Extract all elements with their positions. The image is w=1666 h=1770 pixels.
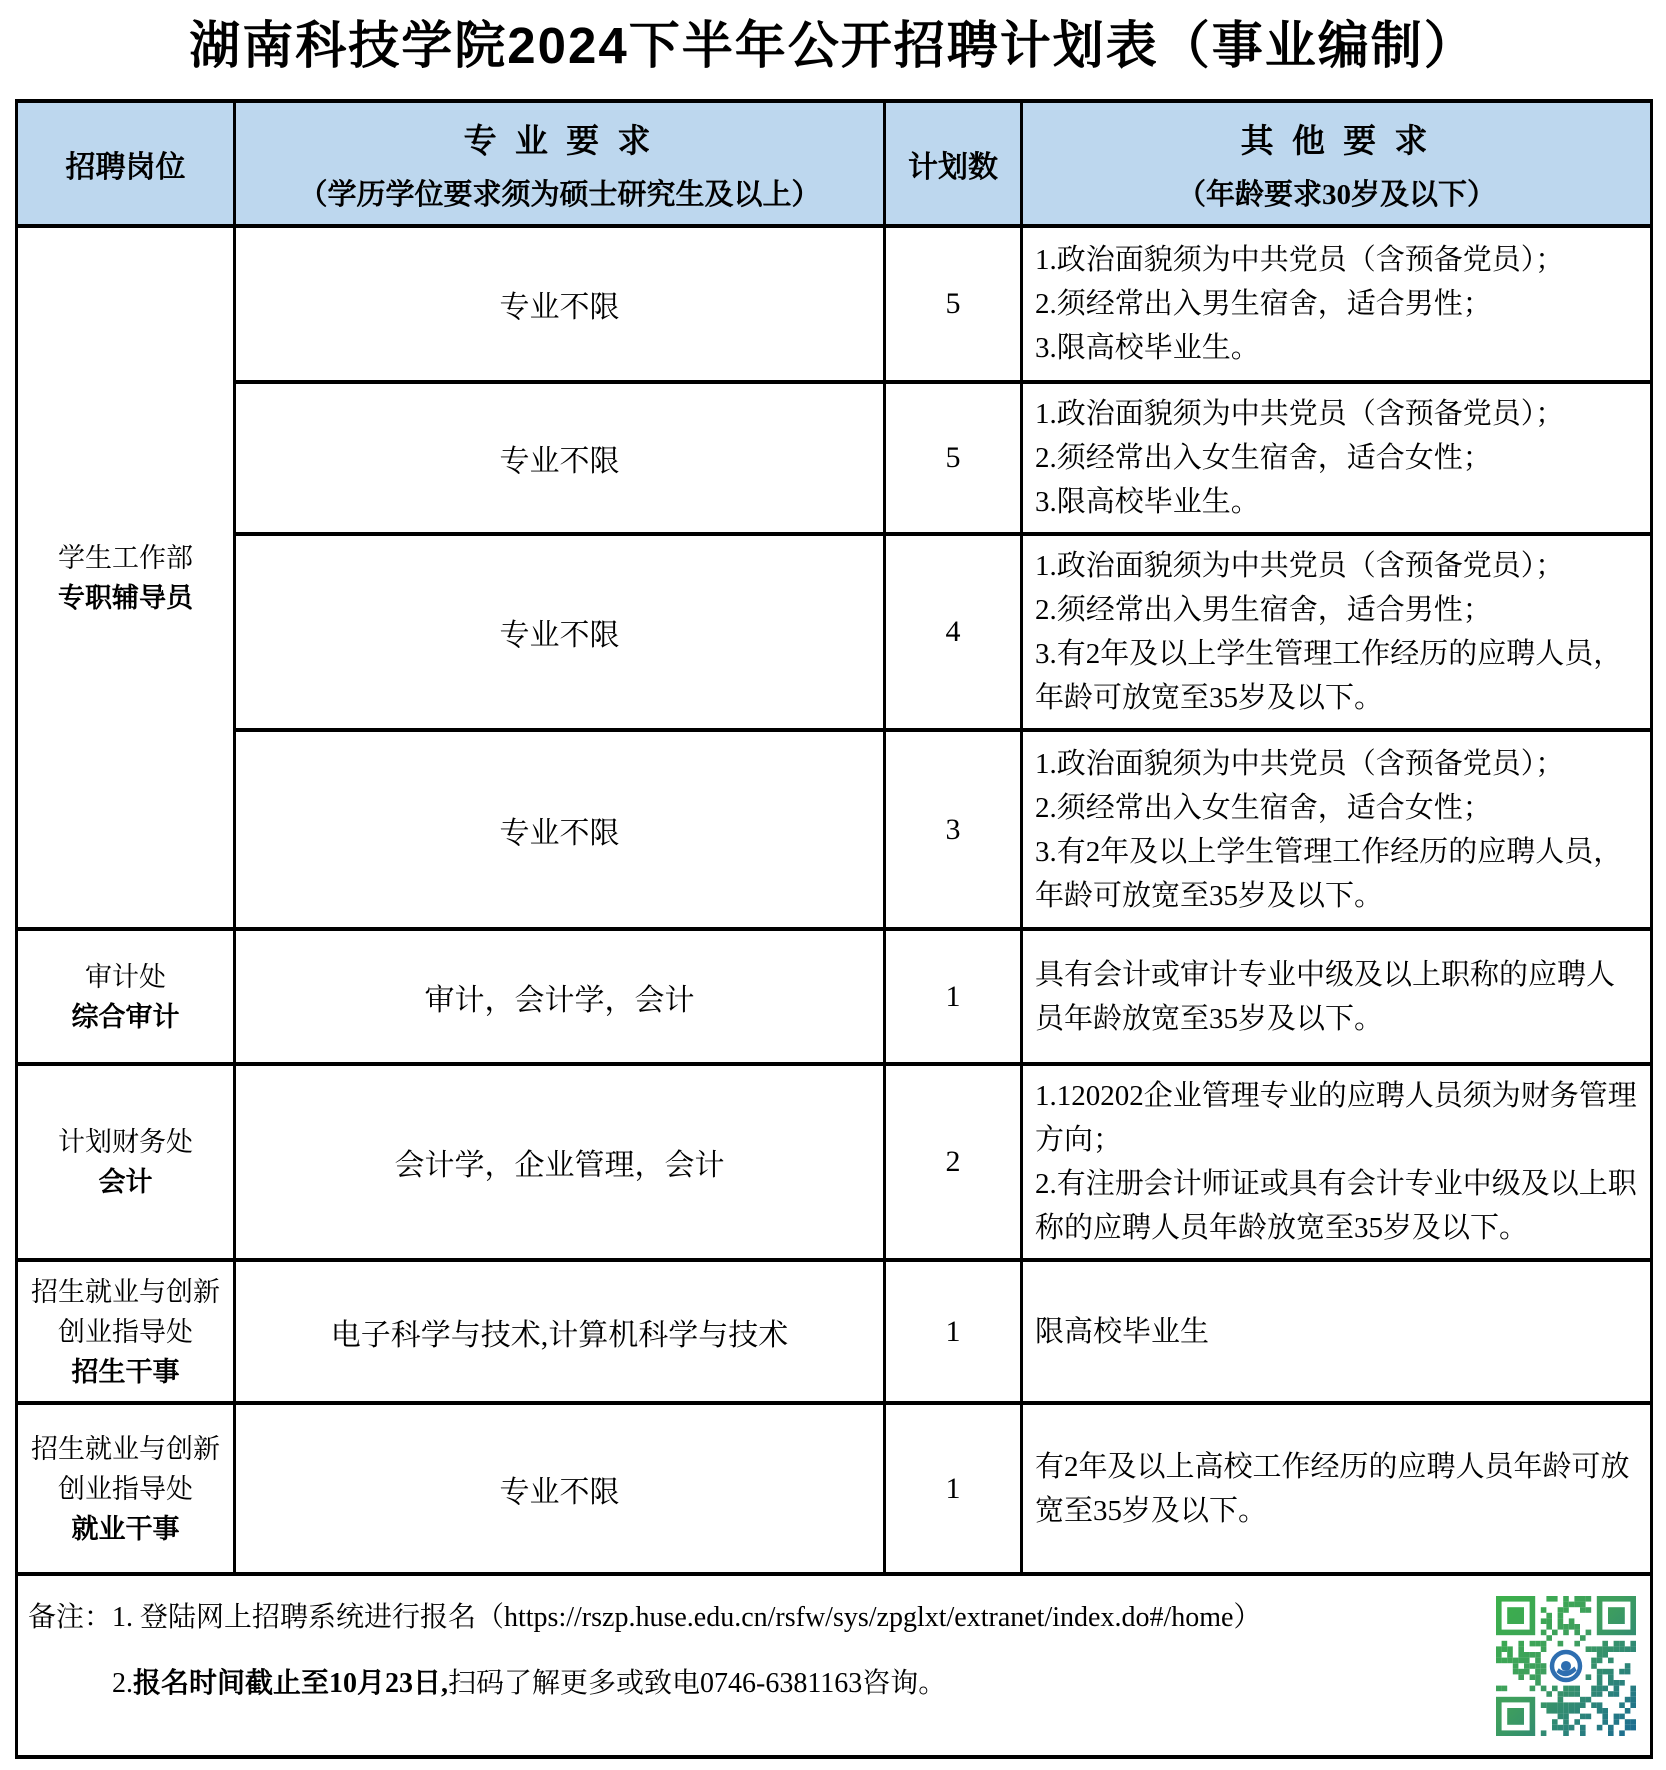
dept-name: 创业指导处 [58, 1316, 193, 1347]
requirement-line: 1.120202企业管理专业的应聘人员须为财务管理方向； [1035, 1080, 1637, 1156]
table-row [17, 534, 1652, 730]
notes-cell [17, 1574, 1652, 1757]
header-major [235, 101, 885, 226]
position-cell [17, 1403, 235, 1574]
note-2-number: 2. [112, 1668, 133, 1699]
note-2-deadline: 报名时间截止至10月23日, [133, 1668, 449, 1699]
header-other [1022, 101, 1652, 226]
post-name: 就业干事 [71, 1513, 180, 1544]
note-2-rest: 扫码了解更多或致电0746-6381163咨询。 [448, 1668, 947, 1699]
count-cell: 2 [885, 1064, 1022, 1260]
page-title: 湖南科技学院2024下半年公开招聘计划表（事业编制） [189, 17, 1477, 74]
notes-row [17, 1574, 1652, 1757]
table-row [17, 929, 1652, 1064]
post-name: 综合审计 [71, 1001, 180, 1032]
major-cell: 会计学，企业管理，会计 [235, 1064, 885, 1260]
post-name: 专职辅导员 [58, 582, 193, 613]
requirement-line: 2.须经常出入女生宿舍，适合女性； [1035, 442, 1492, 474]
dept-name: 招生就业与创新 [31, 1276, 220, 1307]
count-cell: 3 [885, 730, 1022, 929]
major-cell: 专业不限 [235, 1403, 885, 1574]
major-cell: 专业不限 [235, 730, 885, 929]
table-row [17, 1064, 1652, 1260]
other-cell [1022, 929, 1652, 1064]
header-position-label: 招聘岗位 [65, 150, 186, 184]
dept-name: 审计处 [85, 961, 166, 992]
note-line-1: 备注：1. 登陆网上招聘系统进行报名（https://rszp.huse.edu.cn/rsfw/sys/zpglxt/extranet/index.do#/home） [28, 1602, 1262, 1633]
major-cell: 电子科学与技术,计算机科学与技术 [235, 1260, 885, 1403]
major-cell: 审计，会计学，会计 [235, 929, 885, 1064]
position-cell [17, 929, 235, 1064]
count-cell: 1 [885, 1260, 1022, 1403]
requirement-line: 2.须经常出入男生宿舍，适合男性； [1035, 594, 1492, 626]
major-cell: 专业不限 [235, 534, 885, 730]
count-cell: 5 [885, 226, 1022, 382]
header-count-label: 计划数 [908, 150, 998, 184]
dept-name: 计划财务处 [58, 1127, 193, 1157]
table-row [17, 382, 1652, 534]
dept-name: 学生工作部 [58, 542, 193, 573]
major-cell: 专业不限 [235, 226, 885, 382]
dept-name: 创业指导处 [58, 1473, 193, 1504]
count-cell: 5 [885, 382, 1022, 534]
requirement-line: 2.须经常出入男生宿舍，适合男性； [1035, 288, 1492, 320]
table-row [17, 1260, 1652, 1403]
requirement-line: 1.政治面貌须为中共党员（含预备党员）； [1035, 747, 1565, 780]
header-major-title: 专 业 要 求 [463, 123, 656, 160]
recruitment-table [15, 99, 1653, 1759]
table-row [17, 730, 1652, 929]
header-row [17, 101, 1652, 226]
other-cell [1022, 226, 1652, 382]
note-line-2 [28, 1664, 1480, 1704]
dept-name: 招生就业与创新 [31, 1433, 220, 1464]
other-cell [1022, 1403, 1652, 1574]
table-row [17, 1403, 1652, 1574]
post-name: 会计 [98, 1167, 153, 1197]
count-cell: 4 [885, 534, 1022, 730]
post-name: 招生干事 [71, 1356, 180, 1387]
requirement-line: 3.有2年及以上学生管理工作经历的应聘人员，年龄可放宽至35岁及以下。 [1035, 835, 1623, 912]
header-major-subtitle: （学历学位要求须为硕士研究生及以上） [298, 178, 821, 211]
other-cell [1022, 382, 1652, 534]
other-cell [1022, 1260, 1652, 1403]
position-cell [17, 1064, 235, 1260]
header-other-title: 其 他 要 求 [1240, 123, 1433, 160]
position-cell [17, 226, 235, 929]
header-other-subtitle: （年龄要求30岁及以下） [1176, 178, 1496, 211]
requirement-line: 具有会计或审计专业中级及以上职称的应聘人员年龄放宽至35岁及以下。 [1035, 958, 1616, 1035]
requirement-line: 有2年及以上高校工作经历的应聘人员年龄可放宽至35岁及以下。 [1035, 1450, 1630, 1527]
requirement-line: 3.限高校毕业生。 [1035, 486, 1260, 518]
other-cell [1022, 534, 1652, 730]
qr-code [1496, 1596, 1636, 1736]
major-cell: 专业不限 [235, 382, 885, 534]
requirement-line: 1.政治面貌须为中共党员（含预备党员）； [1035, 398, 1565, 430]
requirement-line: 限高校毕业生 [1035, 1315, 1210, 1348]
requirement-line: 2.有注册会计师证或具有会计专业中级及以上职称的应聘人员年龄放宽至35岁及以下。 [1035, 1168, 1637, 1244]
header-count [885, 101, 1022, 226]
table-row [17, 226, 1652, 382]
requirement-line: 1.政治面貌须为中共党员（含预备党员）； [1035, 244, 1565, 276]
requirement-line: 2.须经常出入女生宿舍，适合女性； [1035, 791, 1492, 824]
requirement-line: 3.有2年及以上学生管理工作经历的应聘人员，年龄可放宽至35岁及以下。 [1035, 638, 1623, 714]
requirement-line: 1.政治面貌须为中共党员（含预备党员）； [1035, 550, 1565, 582]
header-position [17, 101, 235, 226]
count-cell: 1 [885, 1403, 1022, 1574]
requirement-line: 3.限高校毕业生。 [1035, 332, 1260, 364]
count-cell: 1 [885, 929, 1022, 1064]
other-cell [1022, 730, 1652, 929]
other-cell [1022, 1064, 1652, 1260]
position-cell [17, 1260, 235, 1403]
qr-modules [1496, 1596, 1636, 1736]
